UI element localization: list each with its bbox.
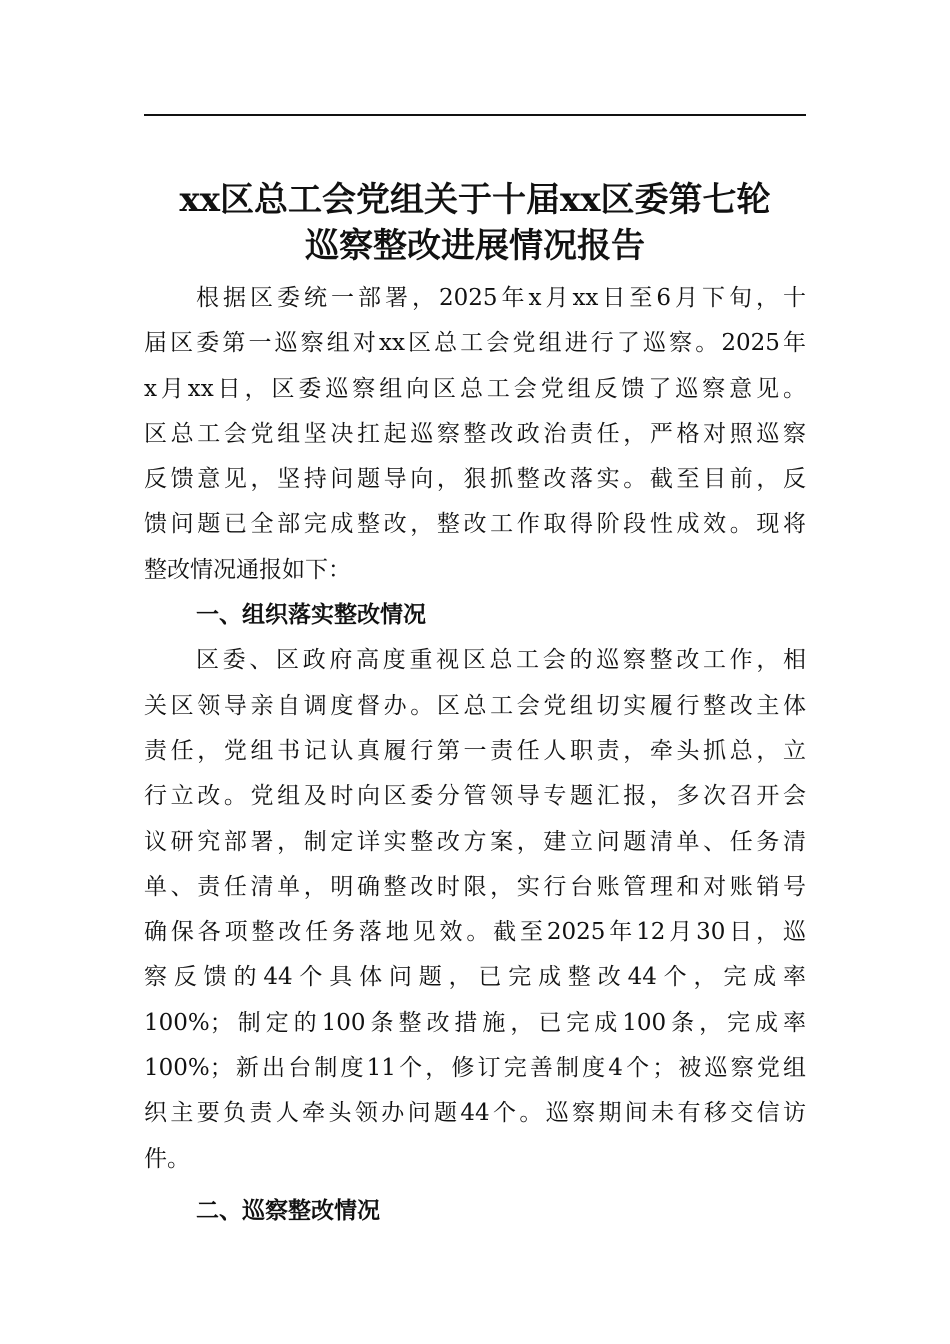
paragraph-line: 单、责任清单，明确整改时限，实行台账管理和对账销号 (144, 873, 806, 900)
paragraph-line: 件。 (144, 1145, 190, 1172)
header-divider (144, 114, 806, 116)
paragraph-line: x月xx日，区委巡察组向区总工会党组反馈了巡察意见。 (144, 375, 806, 402)
paragraph-line: 反馈意见，坚持问题导向，狠抓整改落实。截至目前，反 (144, 466, 806, 493)
paragraph-line: 区总工会党组坚决扛起巡察整改政治责任，严格对照巡察 (144, 420, 806, 447)
paragraph-line: 区委、区政府高度重视区总工会的巡察整改工作，相 (196, 647, 806, 674)
paragraph-line: 行立改。党组及时向区委分管领导专题汇报，多次召开会 (144, 783, 806, 810)
document-title (144, 177, 806, 269)
paragraph-line: 察反馈的44个具体问题，已完成整改44个，完成率 (144, 964, 806, 991)
paragraph-line: 确保各项整改任务落地见效。截至2025年12月30日，巡 (144, 919, 806, 946)
document-body (144, 276, 806, 1234)
title-line-1: xx区总工会党组关于十届xx区委第七轮 (179, 179, 771, 220)
paragraph-line: 根据区委统一部署，2025年x月xx日至6月下旬，十 (196, 285, 806, 311)
paragraph-line: 议研究部署，制定详实整改方案，建立问题清单、任务清 (144, 828, 806, 855)
paragraph-line: 织主要负责人牵头领办问题44个。巡察期间未有移交信访 (144, 1100, 806, 1127)
intro-paragraph (144, 276, 806, 593)
paragraph-line: 100%；新出台制度11个，修订完善制度4个；被巡察党组 (144, 1055, 806, 1082)
paragraph-line: 责任，党组书记认真履行第一责任人职责，牵头抓总，立 (144, 737, 806, 764)
paragraph-line: 届区委第一巡察组对xx区总工会党组进行了巡察。2025年 (144, 330, 806, 357)
section-heading-2: 二、巡察整改情况 (196, 1197, 380, 1224)
paragraph-line: 100%；制定的100条整改措施，已完成100条，完成率 (144, 1009, 806, 1036)
title-line-2: 巡察整改进展情况报告 (305, 225, 645, 266)
paragraph-line: 整改情况通报如下： (144, 556, 351, 583)
paragraph-line: 馈问题已全部完成整改，整改工作取得阶段性成效。现将 (144, 511, 806, 538)
section-heading-1: 一、组织落实整改情况 (196, 602, 426, 629)
section-1-paragraph (144, 638, 806, 1182)
paragraph-line: 关区领导亲自调度督办。区总工会党组切实履行整改主体 (144, 692, 806, 719)
